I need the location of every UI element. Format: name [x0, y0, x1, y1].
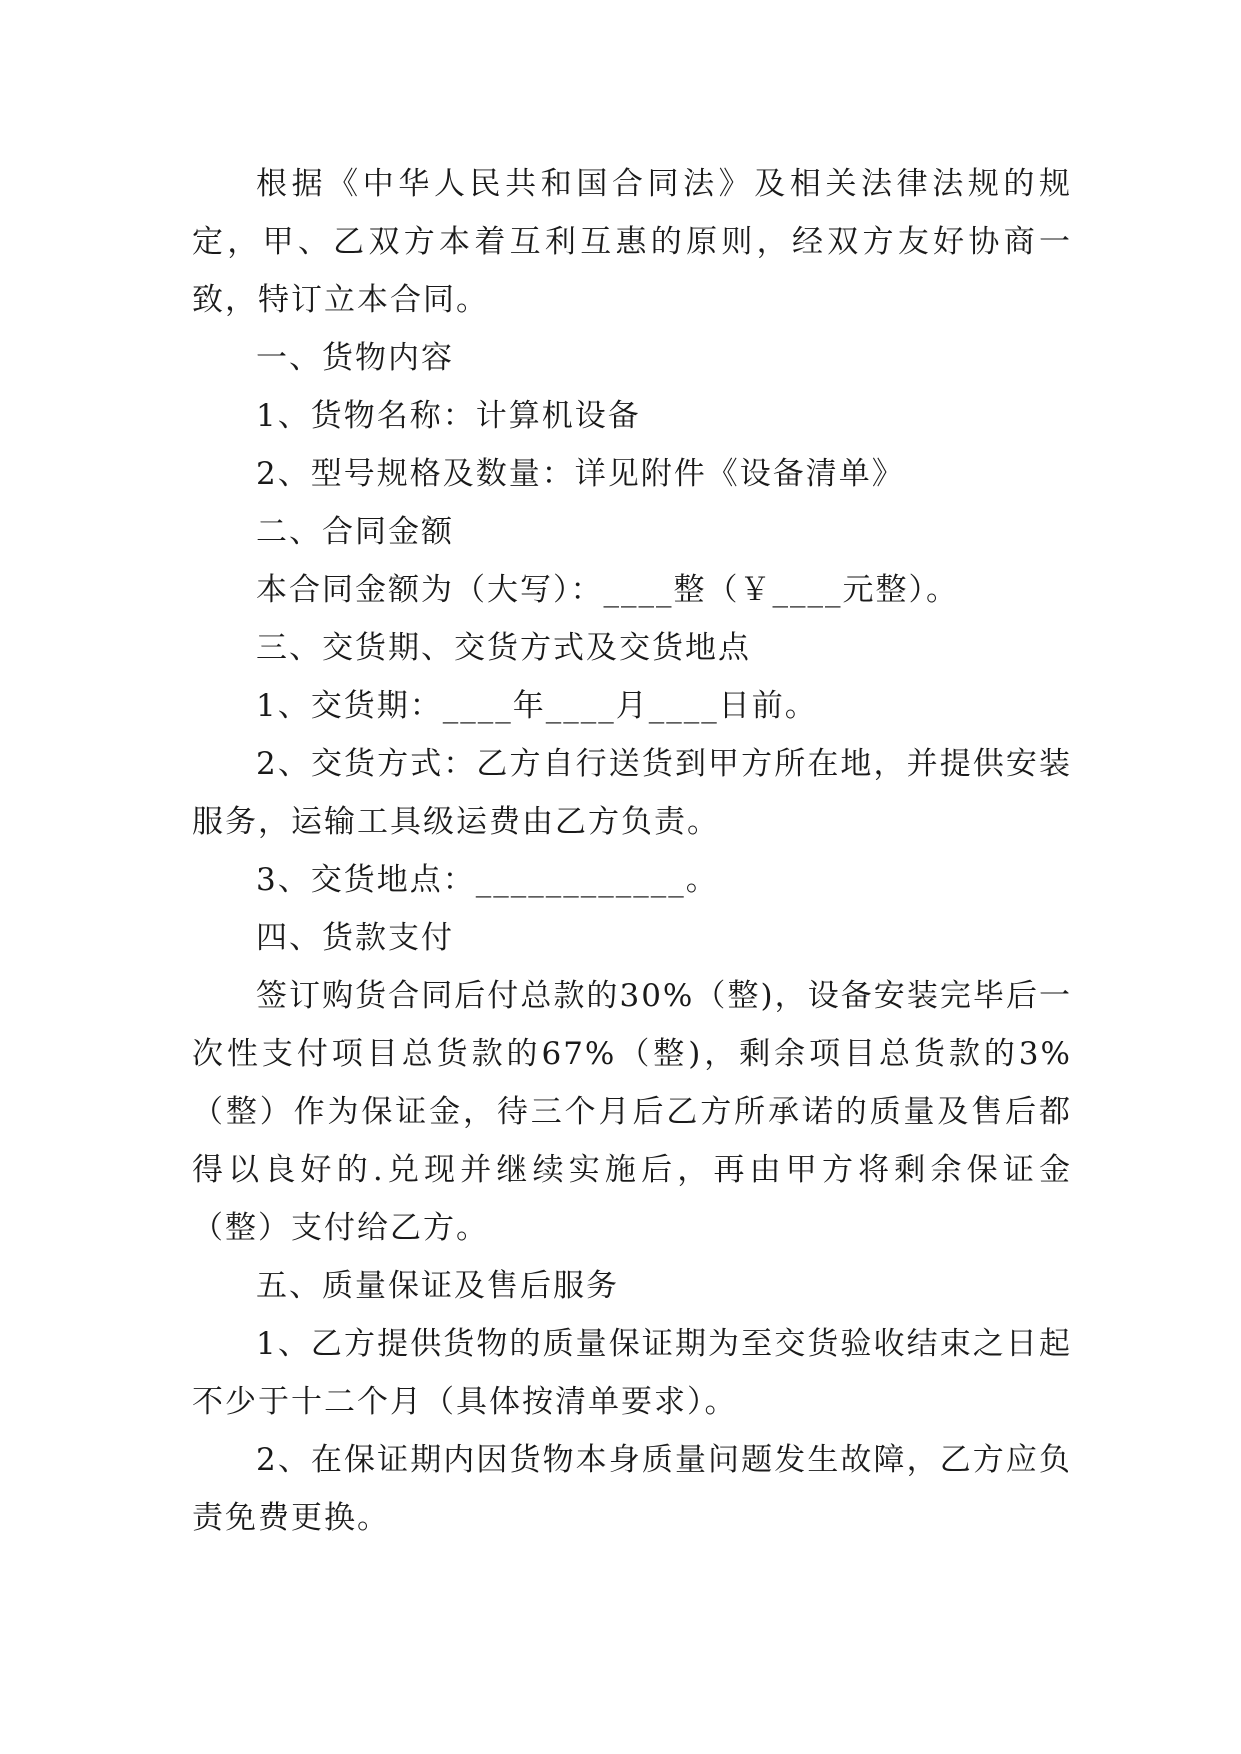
delivery-method-item: 2、交货方式：乙方自行送货到甲方所在地，并提供安装服务，运输工具级运费由乙方负责。 — [192, 746, 1072, 840]
section-heading-delivery: 三、交货期、交货方式及交货地点 — [256, 630, 751, 666]
warranty-period-item: 1、乙方提供货物的质量保证期为至交货验收结束之日起不少于十二个月（具体按清单要求）。 — [192, 1326, 1072, 1420]
section-heading-payment: 四、货款支付 — [256, 920, 454, 956]
section-heading-goods: 一、货物内容 — [256, 340, 454, 376]
preamble-paragraph: 根据《中华人民共和国合同法》及相关法律法规的规定，甲、乙双方本着互利互惠的原则，经双方友好协商一致，特订立本合同。 — [192, 166, 1072, 318]
delivery-location-item: 3、交货地点：____________。 — [256, 862, 719, 898]
goods-name-item: 1、货物名称：计算机设备 — [256, 398, 641, 434]
warranty-replacement-item: 2、在保证期内因货物本身质量问题发生故障，乙方应负责免费更换。 — [192, 1442, 1072, 1536]
delivery-date-item: 1、交货期：____年____月____日前。 — [256, 688, 818, 724]
section-heading-amount: 二、合同金额 — [256, 514, 454, 550]
contract-body — [192, 155, 1072, 1547]
payment-terms-paragraph: 签订购货合同后付总款的30%（整)，设备安装完毕后一次性支付项目总货款的67%（整)，剩余项目总货款的3%（整）作为保证金，待三个月后乙方所承诺的质量及售后都得以良好的.兑现并继续实施后，再由甲方将剩余保证金（整）支付给乙方。 — [192, 978, 1072, 1246]
section-heading-warranty: 五、质量保证及售后服务 — [256, 1268, 619, 1304]
contract-amount-line: 本合同金额为（大写）：____整（￥____元整）。 — [256, 572, 959, 608]
goods-spec-item: 2、型号规格及数量：详见附件《设备清单》 — [256, 456, 905, 492]
